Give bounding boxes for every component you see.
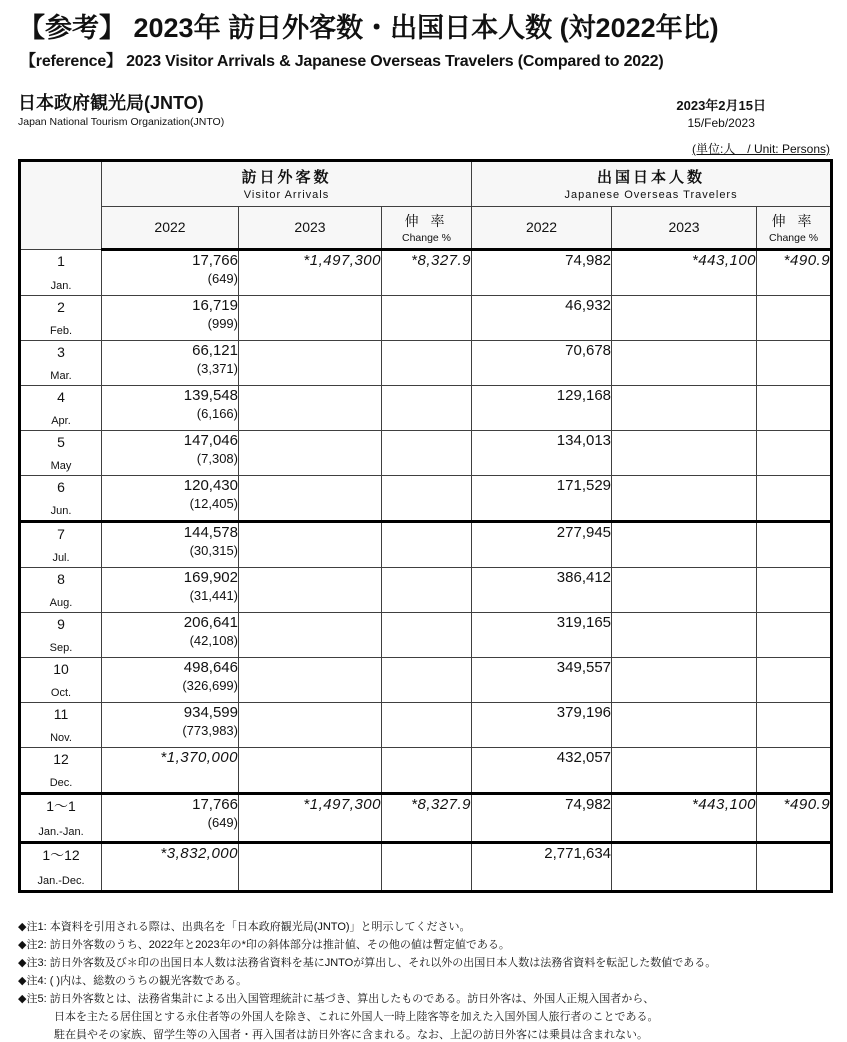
visitor-2022-cell: 498,646 (326,699) [102, 657, 239, 702]
visitor-change-cell [382, 340, 472, 385]
overseas-change-cell [757, 612, 832, 657]
month-cell: 8 Aug. [20, 567, 102, 612]
table-row [20, 249, 832, 295]
visitor-2023-cell [239, 430, 382, 475]
unit-label: (単位:人 / Unit: Persons) [691, 141, 830, 156]
overseas-2022-cell: 277,945 [472, 521, 612, 567]
overseas-2022-cell: 386,412 [472, 567, 612, 612]
visitor-2023-cell [239, 295, 382, 340]
overseas-2023-cell [612, 385, 757, 430]
visitor-2022-cell: 16,719 (999) [102, 295, 239, 340]
month-cell: 3 Mar. [20, 340, 102, 385]
overseas-2022-cell: 134,013 [472, 430, 612, 475]
table-row [20, 612, 832, 657]
visitor-2023-cell [239, 747, 382, 793]
table-row [20, 747, 832, 793]
visitor-change-cell [382, 842, 472, 891]
visitor-change-cell: *8,327.9 [382, 793, 472, 842]
overseas-change-cell [757, 430, 832, 475]
visitor-2022-cell: 206,641 (42,108) [102, 612, 239, 657]
table-row [20, 521, 832, 567]
month-cell: 1 Jan. [20, 249, 102, 295]
visitor-2022-cell: 66,121 (3,371) [102, 340, 239, 385]
org-date-row [18, 93, 830, 130]
month-cell: 10 Oct. [20, 657, 102, 702]
month-cell: 11 Nov. [20, 702, 102, 747]
overseas-2023-cell [612, 475, 757, 521]
org-name-en: Japan National Tourism Organization(JNTO) [18, 116, 225, 129]
overseas-2023-cell: *443,100 [612, 249, 757, 295]
visitor-2023-cell [239, 475, 382, 521]
overseas-change-cell [757, 747, 832, 793]
overseas-2022-cell: 129,168 [472, 385, 612, 430]
overseas-2023-cell: *443,100 [612, 793, 757, 842]
footnote-line: 日本を主たる居住国とする永住者等の外国人を除き、これに外国人一時上陸客等を加えた入国外国人旅行者のことである。 [54, 1010, 659, 1023]
visitor-2023-cell [239, 521, 382, 567]
visitor-change-cell [382, 657, 472, 702]
visitor-2022-cell: *1,370,000 [102, 747, 239, 793]
month-cell: 6 Jun. [20, 475, 102, 521]
footnote-line: ◆注3: 訪日外客数及び＊印の出国日本人数は法務省資料を基にJNTOが算出し、それ以外の出国日本人数は法務省資料を転記した数値である。 [18, 956, 717, 969]
overseas-change-cell [757, 340, 832, 385]
visitor-change-cell [382, 475, 472, 521]
overseas-2023-header: 2023 [612, 206, 757, 249]
visitor-2022-cell: 139,548 (6,166) [102, 385, 239, 430]
overseas-2023-cell [612, 702, 757, 747]
year-header-row [20, 206, 832, 249]
visitor-2023-cell [239, 702, 382, 747]
overseas-change-header: 伸 率 Change % [757, 206, 832, 249]
publish-date-en: 15/Feb/2023 [687, 115, 755, 130]
table-row [20, 385, 832, 430]
visitor-change-cell [382, 612, 472, 657]
visitor-arrivals-header: 訪日外客数 Visitor Arrivals [102, 160, 472, 206]
overseas-2022-cell: 46,932 [472, 295, 612, 340]
month-cell: 4 Apr. [20, 385, 102, 430]
visitor-change-cell [382, 430, 472, 475]
overseas-2022-cell: 74,982 [472, 793, 612, 842]
overseas-change-cell [757, 567, 832, 612]
overseas-2022-header: 2022 [472, 206, 612, 249]
visitor-2023-cell [239, 657, 382, 702]
corner-cell [20, 160, 102, 249]
org-block [18, 93, 224, 129]
overseas-change-cell [757, 295, 832, 340]
overseas-travelers-header: 出国日本人数 Japanese Overseas Travelers [472, 160, 832, 206]
group-header-row [20, 160, 832, 206]
visitor-2022-header: 2022 [102, 206, 239, 249]
visitor-2023-cell: *1,497,300 [239, 793, 382, 842]
visitor-2023-cell [239, 612, 382, 657]
table-body [20, 249, 832, 891]
visitor-2023-cell: *1,497,300 [239, 249, 382, 295]
visitor-2022-cell: 17,766 (649) [102, 249, 239, 295]
table-row [20, 340, 832, 385]
footnote-line: ◆注5: 訪日外客数とは、法務省集計による出入国管理統計に基づき、算出したものである。訪日外客は、外国人正規入国者から、 [18, 992, 655, 1005]
publish-date-jp: 2023年2月15日 [676, 97, 766, 113]
visitor-change-cell [382, 702, 472, 747]
table-row [20, 567, 832, 612]
visitor-2022-cell: 144,578 (30,315) [102, 521, 239, 567]
visitor-change-header: 伸 率 Change % [382, 206, 472, 249]
table-row [20, 793, 832, 842]
visitor-2023-cell [239, 340, 382, 385]
overseas-2022-cell: 319,165 [472, 612, 612, 657]
overseas-2023-cell [612, 567, 757, 612]
visitor-2022-cell: 120,430 (12,405) [102, 475, 239, 521]
overseas-2023-cell [612, 430, 757, 475]
overseas-2022-cell: 74,982 [472, 249, 612, 295]
overseas-change-cell [757, 842, 832, 891]
visitor-change-cell [382, 747, 472, 793]
overseas-2023-cell [612, 340, 757, 385]
month-cell: 7 Jul. [20, 521, 102, 567]
overseas-change-cell [757, 385, 832, 430]
table-row [20, 842, 832, 891]
visitor-2022-cell: 147,046 (7,308) [102, 430, 239, 475]
overseas-2022-cell: 171,529 [472, 475, 612, 521]
month-cell: 2 Feb. [20, 295, 102, 340]
visitor-2022-cell: 169,902 (31,441) [102, 567, 239, 612]
visitor-2022-cell: 934,599 (773,983) [102, 702, 239, 747]
visitor-change-cell [382, 385, 472, 430]
overseas-change-cell [757, 702, 832, 747]
visitor-2023-cell [239, 385, 382, 430]
overseas-2022-cell: 349,557 [472, 657, 612, 702]
date-block [676, 95, 766, 130]
overseas-change-cell: *490.9 [757, 249, 832, 295]
overseas-2022-cell: 2,771,634 [472, 842, 612, 891]
page-title: 【参考】 2023年 訪日外客数・出国日本人数 (対2022年比) [18, 13, 719, 43]
overseas-change-cell [757, 521, 832, 567]
overseas-change-cell [757, 475, 832, 521]
footnote-line: ◆注1: 本資料を引用される際は、出典名を「日本政府観光局(JNTO)」と明示してください。 [18, 920, 471, 933]
overseas-2023-cell [612, 521, 757, 567]
overseas-change-cell: *490.9 [757, 793, 832, 842]
stats-table [18, 159, 833, 893]
overseas-change-cell [757, 657, 832, 702]
overseas-2023-cell [612, 295, 757, 340]
overseas-2022-cell: 379,196 [472, 702, 612, 747]
overseas-2023-cell [612, 657, 757, 702]
table-row [20, 657, 832, 702]
visitor-2022-cell: 17,766 (649) [102, 793, 239, 842]
month-cell: 5 May [20, 430, 102, 475]
table-row [20, 295, 832, 340]
overseas-2023-cell [612, 747, 757, 793]
table-row [20, 430, 832, 475]
visitor-2022-cell: *3,832,000 [102, 842, 239, 891]
table-row [20, 475, 832, 521]
org-name-jp: 日本政府観光局(JNTO) [18, 92, 204, 113]
table-row [20, 702, 832, 747]
month-cell: 12 Dec. [20, 747, 102, 793]
visitor-change-cell [382, 295, 472, 340]
overseas-2022-cell: 432,057 [472, 747, 612, 793]
month-cell: 1～1 Jan.-Jan. [20, 793, 102, 842]
footnote-line: 駐在員やその家族、留学生等の入国者・再入国者は訪日外客に含まれる。なお、上記の訪日外客には乗員は含まれない。 [54, 1028, 648, 1041]
document-page [18, 0, 830, 1042]
overseas-2023-cell [612, 842, 757, 891]
month-cell: 1～12 Jan.-Dec. [20, 842, 102, 891]
overseas-2022-cell: 70,678 [472, 340, 612, 385]
page-subtitle: 【reference】 2023 Visitor Arrivals & Japanese Overseas Travelers (Compared to 2022) [20, 52, 664, 70]
visitor-change-cell [382, 521, 472, 567]
visitor-change-cell [382, 567, 472, 612]
month-cell: 9 Sep. [20, 612, 102, 657]
overseas-2023-cell [612, 612, 757, 657]
visitor-2023-cell [239, 842, 382, 891]
visitor-change-cell: *8,327.9 [382, 249, 472, 295]
footnote-line: ◆注2: 訪日外客数のうち、2022年と2023年の*印の斜体部分は推計値、その他の値は暫定値である。 [18, 938, 510, 951]
visitor-2023-header: 2023 [239, 206, 382, 249]
footnote-line: ◆注4: ( )内は、総数のうちの観光客数である。 [18, 974, 248, 987]
visitor-2023-cell [239, 567, 382, 612]
